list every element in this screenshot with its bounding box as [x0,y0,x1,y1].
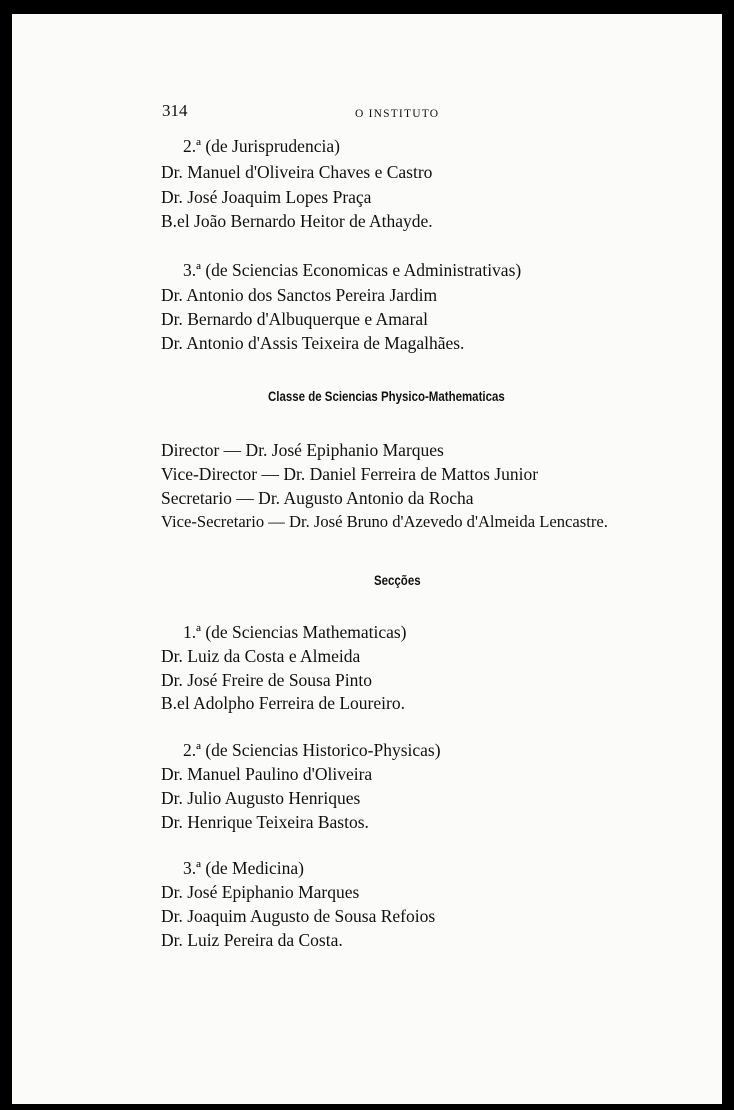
officer-line: Director — Dr. José Epiphanio Marques [161,440,444,460]
section-heading: 3.ª (de Medicina) [183,858,304,878]
section-heading: 3.ª (de Sciencias Economicas e Administrativas) [183,260,522,280]
running-title: O INSTITUTO [355,108,440,120]
section-heading: 1.ª (de Sciencias Mathematicas) [183,622,407,642]
section-heading: 2.ª (de Jurisprudencia) [183,136,340,156]
officer-line: Secretario — Dr. Augusto Antonio da Rocha [161,488,474,508]
member-line: Dr. Julio Augusto Henriques [161,788,361,808]
officer-line: Vice-Director — Dr. Daniel Ferreira de Mattos Junior [161,464,539,484]
member-line: Dr. Luiz da Costa e Almeida [161,646,361,666]
scan-border-left [0,0,12,1110]
officer-line: Vice-Secretario — Dr. José Bruno d'Azevedo d'Almeida Lencastre. [161,512,608,531]
member-line: Dr. José Epiphanio Marques [161,882,360,902]
member-line: Dr. Luiz Pereira da Costa. [161,930,343,950]
member-line: Dr. Manuel Paulino d'Oliveira [161,764,373,784]
member-line: Dr. Antonio d'Assis Teixeira de Magalhães. [161,333,465,353]
member-line: Dr. Bernardo d'Albuquerque e Amaral [161,309,429,329]
member-line: Dr. Joaquim Augusto de Sousa Refoios [161,906,436,926]
section-heading: 2.ª (de Sciencias Historico-Physicas) [183,740,441,760]
scan-border-right [722,0,734,1110]
class-heading: Classe de Sciencias Physico-Mathematicas [268,388,505,404]
page-number: 314 [162,101,188,120]
member-line: B.el Adolpho Ferreira de Loureiro. [161,693,405,713]
member-line: Dr. Antonio dos Sanctos Pereira Jardim [161,285,438,305]
sections-heading: Secções [374,572,421,588]
member-line: Dr. Henrique Teixeira Bastos. [161,812,369,832]
member-line: Dr. Manuel d'Oliveira Chaves e Castro [161,162,433,182]
member-line: Dr. José Joaquim Lopes Praça [161,187,372,207]
member-line: B.el João Bernardo Heitor de Athayde. [161,211,433,231]
member-line: Dr. José Freire de Sousa Pinto [161,670,372,690]
